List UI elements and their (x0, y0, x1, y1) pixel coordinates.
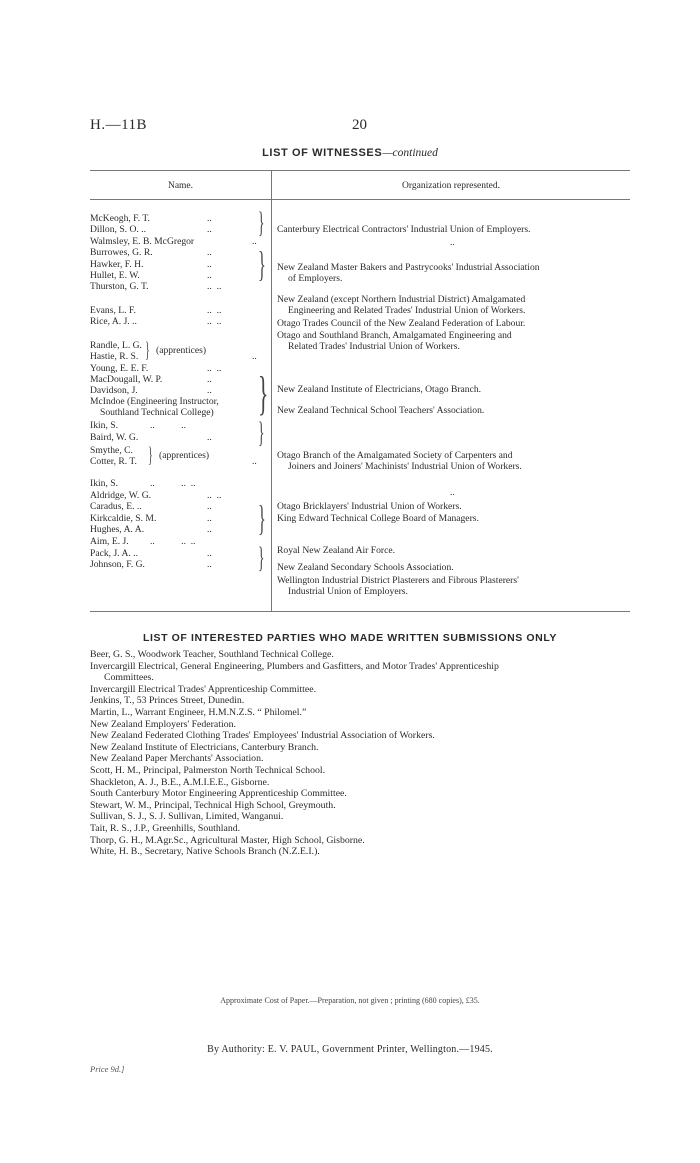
witness-row (90, 363, 148, 374)
witness-row (90, 385, 138, 396)
submission-item: Sullivan, S. J., S. J. Sullivan, Limited, Wanganui. (90, 811, 284, 823)
witness-name: Evans, L. F. (90, 305, 136, 316)
witness-row (90, 478, 118, 489)
brace: } (258, 498, 266, 538)
leader-dots: .. (207, 432, 212, 443)
organization-name: Wellington Industrial District Plasterers and Fibrous Plasterers' (277, 575, 519, 586)
organization-name: New Zealand Institute of Electricians, Otago Branch. (277, 384, 482, 395)
document-reference: H.—11B (90, 117, 148, 133)
brace: } (258, 367, 269, 420)
leader-dots: .. (207, 259, 212, 270)
witness-row (90, 536, 129, 547)
submission-item: Invercargill Electrical, General Engineering, Plumbers and Gasfitters, and Motor Trades' Apprenticeship (90, 660, 499, 672)
submissions-title: LIST OF INTERESTED PARTIES WHO MADE WRITTEN SUBMISSIONS ONLY (142, 632, 557, 644)
submission-item: White, H. B., Secretary, Native Schools Branch (N.Z.E.I.). (90, 846, 320, 858)
page-number: 20 (352, 117, 367, 133)
witness-row (90, 247, 153, 258)
organization-name-cont: Joiners and Joiners' Machinists' Industrial Union of Workers. (288, 461, 522, 472)
submissions-list (90, 649, 630, 858)
witness-row (90, 351, 138, 362)
witness-row (90, 445, 133, 456)
organization-name-cont: Related Trades' Industrial Union of Workers. (288, 341, 460, 352)
organization-entry (277, 262, 627, 284)
brace: } (148, 442, 153, 467)
witness-name: Hullet, E. W. (90, 270, 140, 281)
brace: } (258, 541, 265, 574)
leader-dots: .. (207, 513, 212, 524)
witness-row (90, 559, 145, 570)
leader-dots: .. (450, 487, 455, 498)
brace: } (258, 206, 265, 239)
submission-item: New Zealand Institute of Electricians, Canterbury Branch. (90, 741, 319, 753)
organization-entry (277, 545, 627, 556)
witness-name: Kirkcaldie, S. M. (90, 513, 157, 524)
leader-dots: .. .. (207, 281, 222, 292)
organization-entry (277, 575, 627, 597)
submission-item: Shackleton, A. J., B.E., A.M.I.E.E., Gisborne. (90, 776, 270, 788)
witness-name: Baird, W. G. (90, 432, 139, 443)
witness-name: Hughes, A. A. (90, 524, 145, 535)
leader-dots: .. (207, 213, 212, 224)
submission-item-cont: Committees. (104, 672, 154, 684)
submission-item: South Canterbury Motor Engineering Apprenticeship Committee. (90, 788, 347, 800)
witness-name: Johnson, F. G. (90, 559, 145, 570)
list-title (0, 147, 700, 159)
organization-entry (277, 330, 627, 352)
witness-row (100, 407, 214, 418)
witness-row (90, 259, 143, 270)
submission-item: Invercargill Electrical Trades' Apprenticeship Committee. (90, 683, 317, 695)
organization-entry (277, 384, 627, 395)
witness-row: Caradus, E. .. (90, 501, 142, 512)
witness-name: Randle, L. G. (90, 340, 142, 351)
printer-authority: By Authority: E. V. PAUL, Government Printer, Wellington.—1945. (207, 1044, 493, 1055)
price-note: Price 9d.] (90, 1064, 125, 1074)
table-header-rule (90, 199, 630, 200)
list-title-continued: —continued (382, 147, 438, 159)
witness-row (90, 524, 144, 535)
organization-name-cont: Industrial Union of Employers. (288, 586, 408, 597)
table-bottom-rule (90, 611, 630, 612)
organization-name: New Zealand Technical School Teachers' Association. (277, 405, 485, 416)
organization-entry (277, 501, 627, 512)
witness-name: Young, E. E. F. (90, 363, 149, 374)
witness-note: (apprentices) (159, 450, 210, 461)
submission-item: New Zealand Federated Clothing Trades' Employees' Industrial Association of Workers. (90, 730, 435, 742)
submission-item: Tait, R. S., J.P., Greenhills, Southland. (90, 822, 241, 834)
leader-dots: .. (252, 456, 257, 467)
leader-dots: .. (207, 374, 212, 385)
leader-dots: .. (207, 559, 212, 570)
witness-name: Hastie, R. S. (90, 351, 139, 362)
witness-name: Caradus, E. (90, 501, 135, 512)
witness-note: (apprentices) (156, 345, 207, 356)
column-header-organization: Organization represented. (402, 181, 500, 191)
witness-row (90, 270, 140, 281)
column-header-name: Name. (167, 181, 194, 191)
table-column-divider (271, 170, 272, 611)
witness-row: Dillon, S. O. .. (90, 224, 146, 235)
witness-name: Aim, E. J. (90, 536, 129, 547)
witness-name: Dillon, S. O. (90, 224, 139, 235)
witness-name: Southland Technical College) (100, 407, 214, 418)
witness-row: Pack, J. A. .. (90, 548, 138, 559)
leader-dots: .. (207, 548, 212, 559)
witness-row (90, 396, 219, 407)
organization-entry (277, 450, 627, 472)
organization-name: Canterbury Electrical Contractors' Industrial Union of Employers. (277, 224, 531, 235)
witness-name: McIndoe (Engineering Instructor, (90, 396, 219, 407)
brace: } (258, 244, 266, 284)
witness-name: Rice, A. J. (90, 316, 130, 327)
witness-name: Aldridge, W. G. (90, 490, 152, 501)
leader-dots: .. (207, 501, 212, 512)
organization-name-cont: Engineering and Related Trades' Industrial Union of Workers. (288, 305, 526, 316)
witness-row (90, 213, 150, 224)
submission-item: New Zealand Paper Merchants' Association. (90, 753, 264, 765)
leader-dots: .. .. (150, 420, 186, 431)
leader-dots: .. (207, 524, 212, 535)
organization-entry (277, 224, 627, 235)
organization-name: King Edward Technical College Board of Managers. (277, 513, 479, 524)
witness-name: MacDougall, W. P. (90, 374, 163, 385)
witness-row (90, 305, 136, 316)
leader-dots: .. (207, 270, 212, 281)
witness-row (90, 236, 194, 247)
submission-item: New Zealand Employers' Federation. (90, 718, 236, 730)
list-title-main: LIST OF WITNESSES (262, 147, 383, 159)
witness-name: Ikin, S. (90, 478, 118, 489)
organization-name: Royal New Zealand Air Force. (277, 545, 396, 556)
witness-name: Cotter, R. T. (90, 456, 137, 467)
leader-dots: .. (252, 236, 257, 247)
organization-name-cont: of Employers. (288, 273, 343, 284)
table-top-rule (90, 170, 630, 171)
leader-dots: .. .. .. (150, 478, 196, 489)
witness-row (90, 340, 142, 351)
leader-dots: .. .. (207, 363, 222, 374)
witness-name: Burrowes, G. R. (90, 247, 153, 258)
organization-name: New Zealand Master Bakers and Pastrycooks' Industrial Association (277, 262, 540, 273)
witness-name: Thurston, G. T. (90, 281, 149, 292)
leader-dots: .. .. (207, 490, 222, 501)
organization-entry (277, 294, 627, 316)
leader-dots: .. .. (207, 316, 222, 327)
leader-dots: .. (207, 385, 212, 396)
witness-name: Hawker, F. H. (90, 259, 144, 270)
submission-item: Thorp, G. H., M.Agr.Sc., Agricultural Master, High School, Gisborne. (90, 834, 365, 846)
organization-entry (277, 562, 627, 573)
organization-name: New Zealand Secondary Schools Association. (277, 562, 454, 573)
printing-cost-note: Approximate Cost of Paper.—Preparation, not given ; printing (680 copies), £35. (220, 996, 480, 1005)
witness-row (90, 374, 162, 385)
witness-name: Smythe, C. (90, 445, 133, 456)
brace: } (145, 337, 150, 362)
leader-dots: .. (207, 247, 212, 258)
submission-item: Martin, L., Warrant Engineer, H.M.N.Z.S. “ Philomel.” (90, 706, 307, 718)
leader-dots: .. (207, 224, 212, 235)
submission-item: Stewart, W. M., Principal, Technical High School, Greymouth. (90, 799, 336, 811)
witness-name: Pack, J. A. (90, 548, 131, 559)
organization-name: Otago Branch of the Amalgamated Society of Carpenters and (277, 450, 513, 461)
organization-name: New Zealand (except Northern Industrial District) Amalgamated (277, 294, 526, 305)
witness-name: Walmsley, E. B. McGregor (90, 236, 195, 247)
witness-row (90, 432, 138, 443)
witness-name: Ikin, S. (90, 420, 118, 431)
leader-dots: .. .. .. (150, 536, 196, 547)
organization-entry (277, 405, 627, 416)
submission-item: Beer, G. S., Woodwork Teacher, Southland Technical College. (90, 649, 334, 660)
witness-name: Davidson, J. (90, 385, 138, 396)
organization-name: Otago Bricklayers' Industrial Union of Workers. (277, 501, 462, 512)
submission-item: Scott, H. M., Principal, Palmerston North Technical School. (90, 764, 326, 776)
submission-item: Jenkins, T., 53 Princes Street, Dunedin. (90, 695, 245, 707)
leader-dots: .. (450, 237, 455, 248)
witness-name: McKeogh, F. T. (90, 213, 150, 224)
witness-row (90, 420, 118, 431)
witness-row (90, 281, 149, 292)
witness-row: Rice, A. J. .. (90, 316, 137, 327)
witness-row (90, 490, 151, 501)
brace: } (258, 416, 265, 449)
leader-dots: .. (252, 351, 257, 362)
witness-row (90, 513, 156, 524)
organization-name: Otago Trades Council of the New Zealand Federation of Labour. (277, 318, 526, 329)
organization-entry (277, 513, 627, 524)
leader-dots: .. .. (207, 305, 222, 316)
organization-entry (277, 318, 627, 329)
organization-name: Otago and Southland Branch, Amalgamated Engineering and (277, 330, 512, 341)
witness-row (90, 456, 137, 467)
